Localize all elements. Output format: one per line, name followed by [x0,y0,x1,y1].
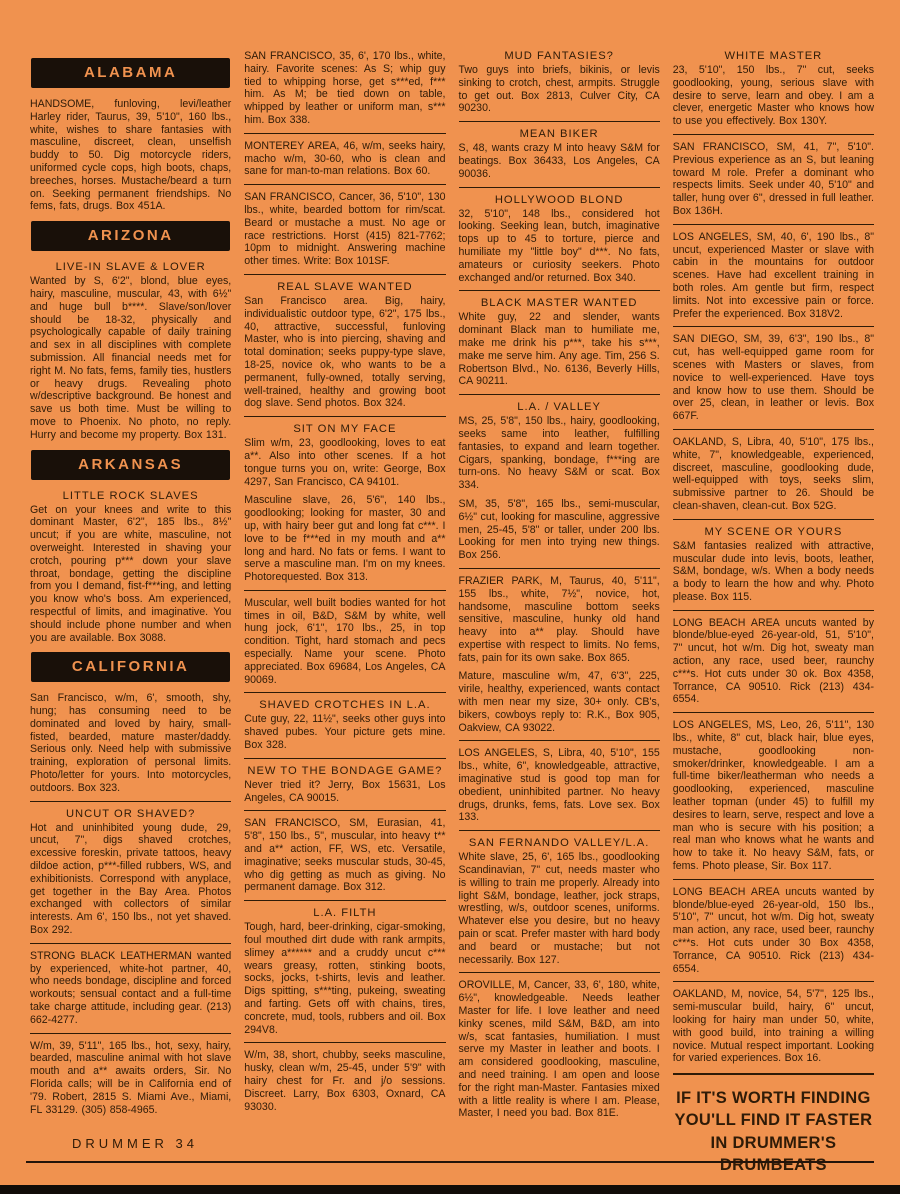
column-4 [673,50,874,1176]
ad-text: S&M fantasies realized with attractive, muscular dude into levis, boots, leather, S&M, bondage, w/s. When a body needs a body to learn the how and why. Photo please. Box 115. [672,539,874,603]
classified-ad [244,900,445,1036]
classified-ad [459,972,660,1120]
classified-ad [244,50,445,127]
classified-ad [673,610,874,707]
classified-ad [30,943,231,1027]
ad-title: UNCUT OR SHAVED? [65,807,196,820]
classifieds-grid [30,50,874,1176]
classified-ad [244,274,445,410]
ad-text: Two guys into briefs, bikinis, or levis sinking to crotch, chest, armpits. Struggle to get out. Box 2813, Culver City, CA 90230. [458,64,660,115]
ad-text: W/m, 39, 5'11", 165 lbs., hot, sexy, hairy, bearded, masculine animal with hot slave mouth and a** awaits orders, Sir. No Florida calls; will be in California end of '79. Robert, 2815 S. Miami Ave., Miami, FL 33129. (305) 858-4965. [30,1039,232,1116]
classified-ad [244,692,445,751]
ad-title: SIT ON MY FACE [293,423,397,436]
ad-text: OROVILLE, M, Cancer, 33, 6', 180, white, 6½", knowledgeable. Needs leather Master for life. I love leather and need kinky scenes, mild S&M, B&D, am into w/s, scat fantasies, humiliation. I must serve my Master in leather and boots. I am considered goodlooking, masculine, and need training. I am open and loose for the right man-Master. Fantasies mixed with a little reality is where I am. Please, Master, I need you bad. Box 81E. [458,979,660,1120]
ad-title: REAL SLAVE WANTED [277,280,413,293]
ad-text: Wanted by S, 6'2", blond, blue eyes, hairy, masculine, muscular, 43, with 6½" and huge bull b****. Slave/son/lover should be 18-32, physically and psychologically capable of daily training and sex in all disciplines with complete submission. All financial needs met for right M. No fats, fems, family ties, hustlers or heavy drugs. Revealing photo w/descriptive background. Be honest and save us both time. Must be willing to move to Phoenix. No photo, no reply. Hurry and become my property. Box 131. [30,275,232,441]
classified-ad [244,590,445,687]
ad-title: NEW TO THE BONDAGE GAME? [247,764,443,777]
classified-ad [459,187,660,285]
ad-text: STRONG BLACK LEATHERMAN wanted by experienced, white-hot partner, 40, who needs bondage, discipline and forced workouts; sensual contact and a full-time take charge attitude, including gear. (213) 662-4277. [30,949,232,1026]
ad-text: SM, 35, 5'8", 165 lbs., semi-muscular, 6½" cut, looking for masculine, aggressive men, 25-45, 5'8" or taller, under 200 lbs. Looking for men into trying new things. Box 256. [458,497,660,562]
ad-text: SAN FRANCISCO, SM, Eurasian, 41, 5'8", 150 lbs., 5", muscular, into heavy t** and a** action, FF, WS, etc. Versatile, imaginative; seeks muscular studs, 30-45, who dig getting as much as giving. No permanent damage. Box 312. [244,817,446,894]
ad-text: Mature, masculine w/m, 47, 6'3", 225, virile, healthy, experienced, wants contact with men near my size, 30+ only. CB's, bikers, cowboys reply to: R.K., Box 905, Oakview, CA 93022. [458,670,660,734]
ad-text: FRAZIER PARK, M, Taurus, 40, 5'11", 155 lbs., white, 7½", novice, hot, handsome, masculine bottom seeks sensitive, masculine, hunky old hand heavy into a** play. Should have expertise with respect to limits. No fems, fats, pain for its own sake. Box 865. [458,574,660,664]
classified-ad [244,810,445,894]
ad-text: Masculine slave, 26, 5'6", 140 lbs., goodlooking; looking for master, 30 and up, with hairy beer gut and long fat c***. I love to be f***ed in my mouth and a** long and hard. No fats or fems. I want to serve a masculine man. I'm on my knees. Photorequested. Box 313. [244,494,446,584]
ad-text: OAKLAND, M, novice, 54, 5'7", 125 lbs., semi-muscular build, hairy, 6" uncut, looking for hairy man under 50, white, with good build, into training a willing novice. Mutual respect important. Looking for varied experiences. Box 16. [672,988,874,1065]
ad-text: San Francisco area. Big, hairy, individualistic outdoor type, 6'2", 175 lbs., 40, attractive, successful, funloving Master, who is into piercing, shaving and total domination; seeks puppy-type slave, 18-25, novice ok, who wants to be a permanent, fully-owned, totally serving, well-trained, healthy and growing boot dog slave. Send photos. Box 324. [244,294,446,410]
ad-title: LITTLE ROCK SLAVES [62,489,199,502]
ad-title: MEAN BIKER [519,128,599,141]
ad-text: Cute guy, 22, 11½", seeks other guys into shaved pubes. Your picture gets mine. Box 328. [244,713,446,752]
ad-text: SAN FRANCISCO, SM, 41, 7", 5'10". Previous experience as an S, but leaning toward M role. Prefer a dominant who respects limits. Seek under 40, 5'10" and taller, hung over 6", dressed in full leather. Box 136H. [672,140,874,217]
ad-title: MUD FANTASIES? [504,50,614,62]
ad-text: Hot and uninhibited young dude, 29, uncut, 7", digs shaved crotches, excessive foreskin, private tattoos, heavy dildoe action, p***-filled rubbers, WS, and exhibitionists. Correspond with anyplace, get together in the Bay Area. Photos exchanged with collectors of similar interests. Am 6', 150 lbs., not yet shaved. Box 292. [30,821,232,937]
ad-title: BLACK MASTER WANTED [480,297,638,310]
classified-ad [673,879,874,976]
ad-text: LONG BEACH AREA uncuts wanted by blonde/blue-eyed 26-year-old, 150 lbs., 5'10", 7" uncut, hot w/m. Dig hot, sweaty man action, any race, used beer, raunchy c***s. Hot cuts under 30 Box 4358, Torrance, CA 90510. Rick (213) 434-6554. [672,885,874,975]
ad-text: Tough, hard, beer-drinking, cigar-smoking, foul mouthed dirt dude with rank armpits, slimey a****** and a cruddy uncut c*** wears greasy, rotten, stinking boots, socks, jocks, t-shirts, levis and leather. Digs spitting, s***ting, pukeing, sweating and farting. Gets off with chains, tires, concrete, mud, tools, rubbers and oil. Box 294V8. [244,921,446,1036]
column-2 [244,50,445,1176]
promo-line: YOU'LL FIND IT FASTER [674,1111,873,1130]
classified-ad [673,519,874,604]
ad-text: W/m, 38, short, chubby, seeks masculine, husky, clean w/m, 25-45, under 5'9" with hairy chest for Fr. and j/o sessions. Discreet. Larry, Box 6303, Oxnard, CA 93030. [244,1049,446,1113]
ad-text: LOS ANGELES, S, Libra, 40, 5'10", 155 lbs., white, 6", knowledgeable, attractive, imaginative stud is good top man for obedient, uninhibited partner. No heavy drugs, drunks, fems, fats. Love sex. Box 133. [458,747,660,824]
classified-ad [30,261,231,441]
classified-ad [673,134,874,218]
classified-ad [459,670,660,734]
classified-ad [30,1033,231,1117]
classified-ad [459,50,660,115]
ad-text: MS, 25, 5'8", 150 lbs., hairy, goodlooking, seeks same into leather, fulfilling fantasies, to expand and learn together. Cigars, spanking, bondage, f***ing are turn-ons. No heavy S&M or scat. Box 334. [458,415,660,492]
classified-ad [459,740,660,824]
state-header-arkansas: ARKANSAS [31,450,230,480]
classified-ad [673,50,874,128]
ad-title: WHITE MASTER [724,50,823,62]
ad-title: L.A. FILTH [313,907,377,920]
classified-ad [30,98,231,213]
ad-text: 32, 5'10", 148 lbs., considered hot looking. Seeking lean, butch, imaginative tops up to 45 to torture, pierce and humiliate my "little boy" d***. No fats, amateurs or curiosity seekers. Photo exchanged and/or returned. Box 340. [458,207,660,284]
ad-text: OAKLAND, S, Libra, 40, 5'10", 175 lbs., white, 7", knowledgeable, experienced, discreet, masculine, goodlooking dude, well-equipped with toys, seeks slim, submissive partner to 26. Should be clean-shaven, clean-cut. Box 52G. [672,435,874,512]
classified-ad [244,494,445,584]
bottom-rule [26,1161,874,1163]
ad-text: Slim w/m, 23, goodlooking, loves to eat a**. Also into other scenes. If a hot tongue turns you on, write: George, Box 4297, San Francisco, CA 94101. [244,437,446,488]
classified-ad [459,290,660,388]
classified-ad [244,184,445,268]
ad-title: L.A. / VALLEY [517,401,601,414]
ad-text: White guy, 22 and slender, wants dominant Black man to humiliate me, make me drink his p***, take his s***, make me serve him. Any age. Tim, 256 S. Robertson Blvd., No. 6136, Beverly Hills, CA 90211. [458,311,660,388]
ad-text: MONTEREY AREA, 46, w/m, seeks hairy, macho w/m, 30-60, who is clean and sane for man-to-man relations. Box 60. [244,139,446,178]
state-header-california: CALIFORNIA [31,652,230,682]
column-1 [30,50,231,1176]
ad-text: 23, 5'10", 150 lbs., 7" cut, seeks goodlooking, young, serious slave with desire to serve, learn and obey. I am a clever, energetic Master who knows how to use you effectively. Box 130Y. [672,64,874,128]
column-3 [459,50,660,1176]
classified-ad [244,416,445,488]
ad-text: Muscular, well built bodies wanted for hot times in oil, B&D, S&M by white, well hung jock, 6'1", 170 lbs., 25, in top condition. Tight, hard stomach and pecs especially. Name your scene. Photo appreciated. Box 69684, Los Angeles, CA 90069. [244,596,446,686]
ad-text: Never tried it? Jerry, Box 15631, Los Angeles, CA 90015. [244,778,446,804]
state-header-alabama: ALABAMA [31,58,230,88]
ad-title: SHAVED CROTCHES IN L.A. [259,699,431,712]
classified-ad [673,326,874,423]
ad-text: Get on your knees and write to this dominant Master, 6'2", 185 lbs., 8½" uncut; if you are white, masculine, not overweight. Interested in shaving your crotch, pouring p*** down your slave throat, bondage, getting the discipline from you I demand, fist-f***ing, and letting you know who's boss. Am experienced, respectful of limits, and imaginative. You should include phone number and when you are available. Box 3088. [30,503,232,644]
classified-ad [459,830,660,966]
state-header-arizona: ARIZONA [31,221,230,251]
promo-line: IN DRUMMER'S DRUMBEATS [710,1133,837,1174]
ad-text: LOS ANGELES, MS, Leo, 26, 5'11", 130 lbs., white, 8" cut, black hair, blue eyes, mustache, goodlooking non-smoker/drinker, knowledgeable. I am a full-time biker/leatherman who needs a goodlooking, experienced, masculine leather topman (under 45) to fulfill my desires to learn, serve, respect and love a man who is secure with his position; a real man who knows what he wants and how to take it. No heavy S&M, fats, or fems. Photo please, Sir. Box 117. [672,719,874,873]
ad-title: HOLLYWOOD BLOND [494,193,624,206]
classified-ad [30,692,231,794]
ad-title: LIVE-IN SLAVE & LOVER [55,261,206,274]
classified-ad [673,981,874,1065]
page-edge-strip [0,1185,900,1194]
ad-text: SAN FRANCISCO, 35, 6', 170 lbs., white, hairy. Favorite scenes: As S; whip guy tied to whipping horse, get s***ed, f*** him. As M; be tied down on table, whipped by leather or uniform man, s*** him. Box 338. [244,50,446,126]
classified-ad [244,133,445,178]
ad-text: SAN DIEGO, SM, 39, 6'3", 190 lbs., 8" cut, has well-equipped game room for scenes with Masters or slaves, from novice to well-experienced. Have toys and know how to use them. Should be over 25, clean, in leather or levis. Box 667F. [672,333,874,423]
ad-text: San Francisco, w/m, 6', smooth, shy, hung; has consuming need to be dominated and loved by hairy, small-fisted, bearded, mature master/daddy. Serious only. Need help with submissive training, exploration of personal limits. Photo/letter for yours. Into motorcycles, outdoors. Box 323. [30,692,232,794]
classified-ad [673,224,874,321]
classified-ad [244,758,445,805]
ad-text: HANDSOME, funloving, levi/leather Harley rider, Taurus, 39, 5'10", 160 lbs., white, wishes to share fantasies with masculine, discreet, clean, unselfish buddy to 50. Dig motorcycle riders, uniformed cycle cops, high boots, chaps, breeches, horses. Mustache/beard a turn on. Seeking permanent friendships. No fems, fats, drugs. Box 451A. [30,98,232,213]
ad-text: S, 48, wants crazy M into heavy S&M for beatings. Box 36433, Los Angeles, CA 90036. [458,142,660,180]
ad-title: SAN FERNANDO VALLEY/L.A. [468,837,650,850]
classified-ad [244,1042,445,1113]
ad-text: LONG BEACH AREA uncuts wanted by blonde/blue-eyed 26-year-old, 51, 5'10", 7" uncut, hot w/m. Dig hot, sweaty man action, any race, used beer, raunchy c***s. Hot cuts under 30 ok. Box 4358, Torrance, CA 90510. Rick (213) 434-6554. [672,616,874,706]
promo-line: IF IT'S WORTH FINDING [676,1089,871,1108]
ad-text: LOS ANGELES, SM, 40, 6', 190 lbs., 8" uncut, experienced Master or slave with cabin in the mountains for outdoor scenes. Have had excellent training in both roles. Am gentle but firm, respect limits. Not into excessive pain or force. Prefer the experienced. Box 318V2. [672,230,874,320]
ad-text: SAN FRANCISCO, Cancer, 36, 5'10", 130 lbs., white, bearded bottom for rim/scat. Beard or mustache a must. No age or race restrictions. Horst (415) 821-7762; 10pm to midnight. Answering machine other times. Write: Box 101SF. [244,191,446,268]
classified-ad [30,801,231,937]
classified-ad [673,429,874,513]
classified-ad [459,568,660,665]
classified-ad [30,490,231,645]
page-footer-issue: DRUMMER 34 [72,1136,198,1151]
classified-ad [459,394,660,492]
ad-title: MY SCENE OR YOURS [704,525,843,538]
ad-text: White slave, 25, 6', 165 lbs., goodlooking Scandinavian, 7" cut, needs master who is willing to train me properly. Already into light S&M, bondage, leather, jock straps, wrestling, w/s, outdoor scenes, uniforms. Whatever else you desire, but no heavy pain or scat. Prefer master with hard body and beard or mustache; but not necessarily. Box 127. [458,851,660,966]
classified-ad [459,121,660,180]
classified-ad [459,498,660,562]
classified-ad [673,712,874,873]
